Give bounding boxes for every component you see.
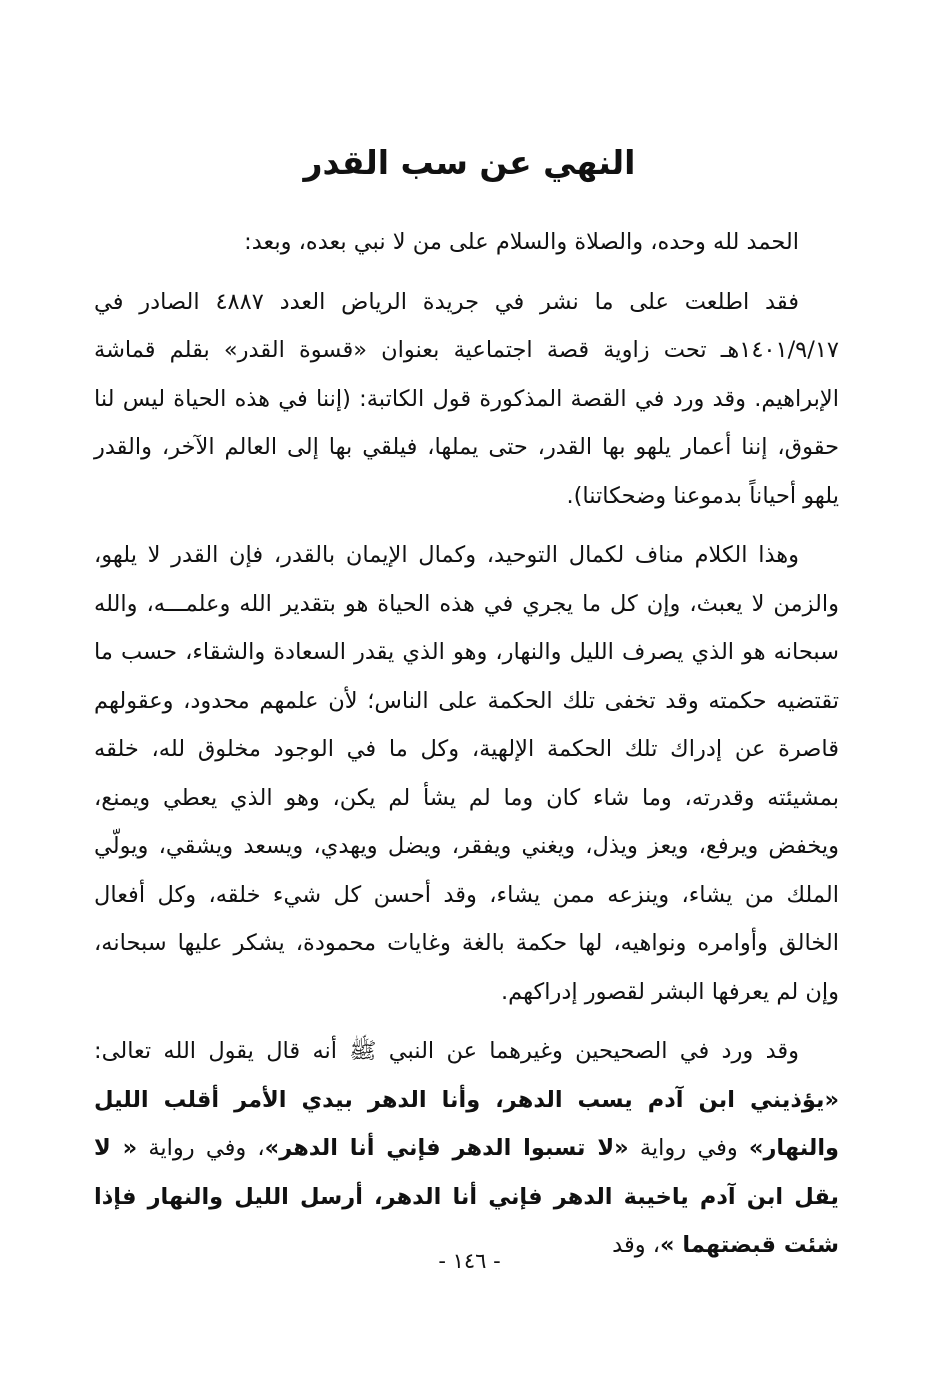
hadith-connector-2: ، وفي رواية [148, 1135, 265, 1161]
hadith-quote-3: « لا يقل ابن آدم ياخيبة الدهر فإني أنا الدهر، أرسل الليل والنهار فإذا شئت قبضتهما » [94, 1135, 839, 1258]
paragraph-article-reference: فقد اطلعت على ما نشر في جريدة الرياض العدد ٤٨٨٧ الصادر في ١٤٠١/٩/١٧هـ تحت زاوية قصة اجتماعية بعنوان «قسوة القدر» بقلم قماشة الإبراهيم. وقد ورد في القصة المذكورة قول الكاتبة: (إننا في هذه الحياة ليس لنا حقوق، إننا أعمار يلهو بها القدر، حتى يملها، فيلقي بها إلى العالم الآخر، والقدر يلهو أحياناً بدموعنا وضحكاتنا). [94, 288, 839, 509]
hadith-intro: وقد ورد في الصحيحين وغيرهما عن النبي ﷺ أنه قال يقول الله تعالى: [94, 1038, 799, 1064]
hadith-quote-2: «لا تسبوا الدهر فإني أنا الدهر» [264, 1135, 629, 1161]
body-text [94, 218, 839, 1281]
page-title: النهي عن سب القدر [303, 143, 636, 182]
hadith-quote-1: «يؤذيني ابن آدم يسب الدهر، وأنا الدهر بيدي الأمر أقلب الليل والنهار» [94, 1086, 840, 1161]
opening-paragraph: الحمد لله وحده، والصلاة والسلام على من لا نبي بعده، وبعد: [244, 229, 799, 255]
hadith-connector-1: وفي رواية [639, 1135, 738, 1161]
page-number: - ١٤٦ - [438, 1249, 501, 1273]
paragraph-refutation: وهذا الكلام مناف لكمال التوحيد، وكمال الإيمان بالقدر، فإن القدر لا يلهو، والزمن لا يعبث، وإن كل ما يجري في هذه الحياة هو بتقدير الله وعلمـــه، والله سبحانه هو الذي يصرف الليل والنهار، وهو الذي يقدر السعادة والشقاء، حسب ما تقتضيه حكمته وقد تخفى تلك الحكمة على الناس؛ لأن علمهم محدود، وعقولهم قاصرة عن إدراك تلك الحكمة الإلهية، وكل ما في الوجود مخلوق لله، خلقه بمشيئته وقدرته، وما شاء كان وما لم يشأ لم يكن، وهو الذي يعطي ويمنع، ويخفض ويرفع، ويعز ويذل، ويغني ويفقر، ويضل ويهدي، ويسعد ويشقي، ويولّي الملك من يشاء، وينزعه ممن يشاء، وقد أحسن كل شيء خلقه، وكل أفعال الخالق وأوامره ونواهيه، لها حكمة بالغة وغايات محمودة، يشكر عليها سبحانه، وإن لم يعرفها البشر لقصور إدراكهم. [94, 542, 839, 1005]
hadith-trailing: ، وقد [612, 1232, 660, 1258]
paragraph-hadith [94, 1027, 839, 1270]
